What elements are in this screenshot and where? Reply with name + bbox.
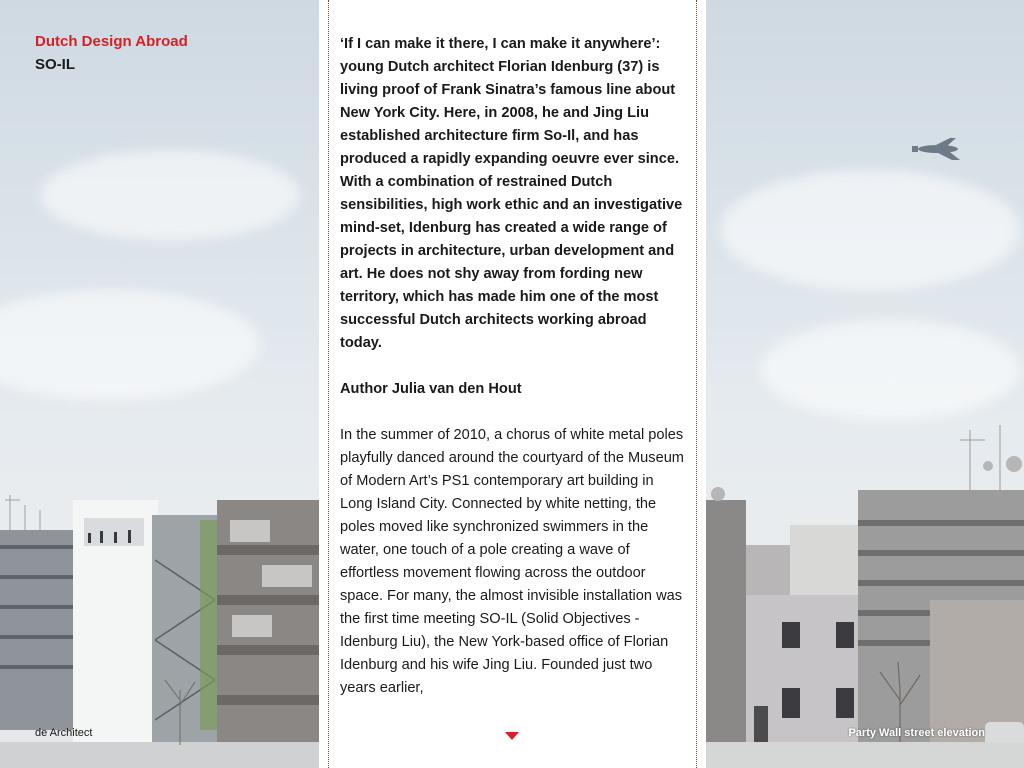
firm-name: SO-IL xyxy=(35,56,75,73)
series-title: Dutch Design Abroad xyxy=(35,33,188,50)
down-triangle-icon[interactable] xyxy=(505,732,519,740)
image-caption: Party Wall street elevation xyxy=(848,727,985,739)
article-lead: ‘If I can make it there, I can make it anywhere’: young Dutch architect Florian Idenburg (37) is living proof of Frank Sinatra’s famous line about New York City. Here, in 2008, he and Jing Liu established architecture firm So-Il, and has produced a rapidly expanding oeuvre ever since. With a combination of restrained Dutch sensibilities, high work ethic and an investigative mind-set, Idenburg has created a wide range of projects in architecture, urban development and art. He does not shy away from fording new territory, which has made him one of the most successful Dutch architects working abroad today. xyxy=(340,36,683,351)
publisher-label: de Architect xyxy=(35,727,93,739)
article-column[interactable] xyxy=(319,0,706,768)
article-author: Author Julia van den Hout xyxy=(340,381,522,397)
airplane-icon xyxy=(912,138,960,160)
article-text xyxy=(340,33,685,700)
article-body: In the summer of 2010, a chorus of white metal poles playfully danced around the courtyard of the Museum of Modern Art’s PS1 contemporary art building in Long Island City. Connected by white netting, the poles moved like synchronized swimmers in the water, one touch of a pole creating a wave of effortless movement flowing across the outdoor space. For many, the almost invisible installation was the first time meeting SO-IL (Solid Objectives - Idenburg Liu), the New York-based office of Florian Idenburg and his wife Jing Liu. Founded just two years earlier, xyxy=(340,427,684,696)
